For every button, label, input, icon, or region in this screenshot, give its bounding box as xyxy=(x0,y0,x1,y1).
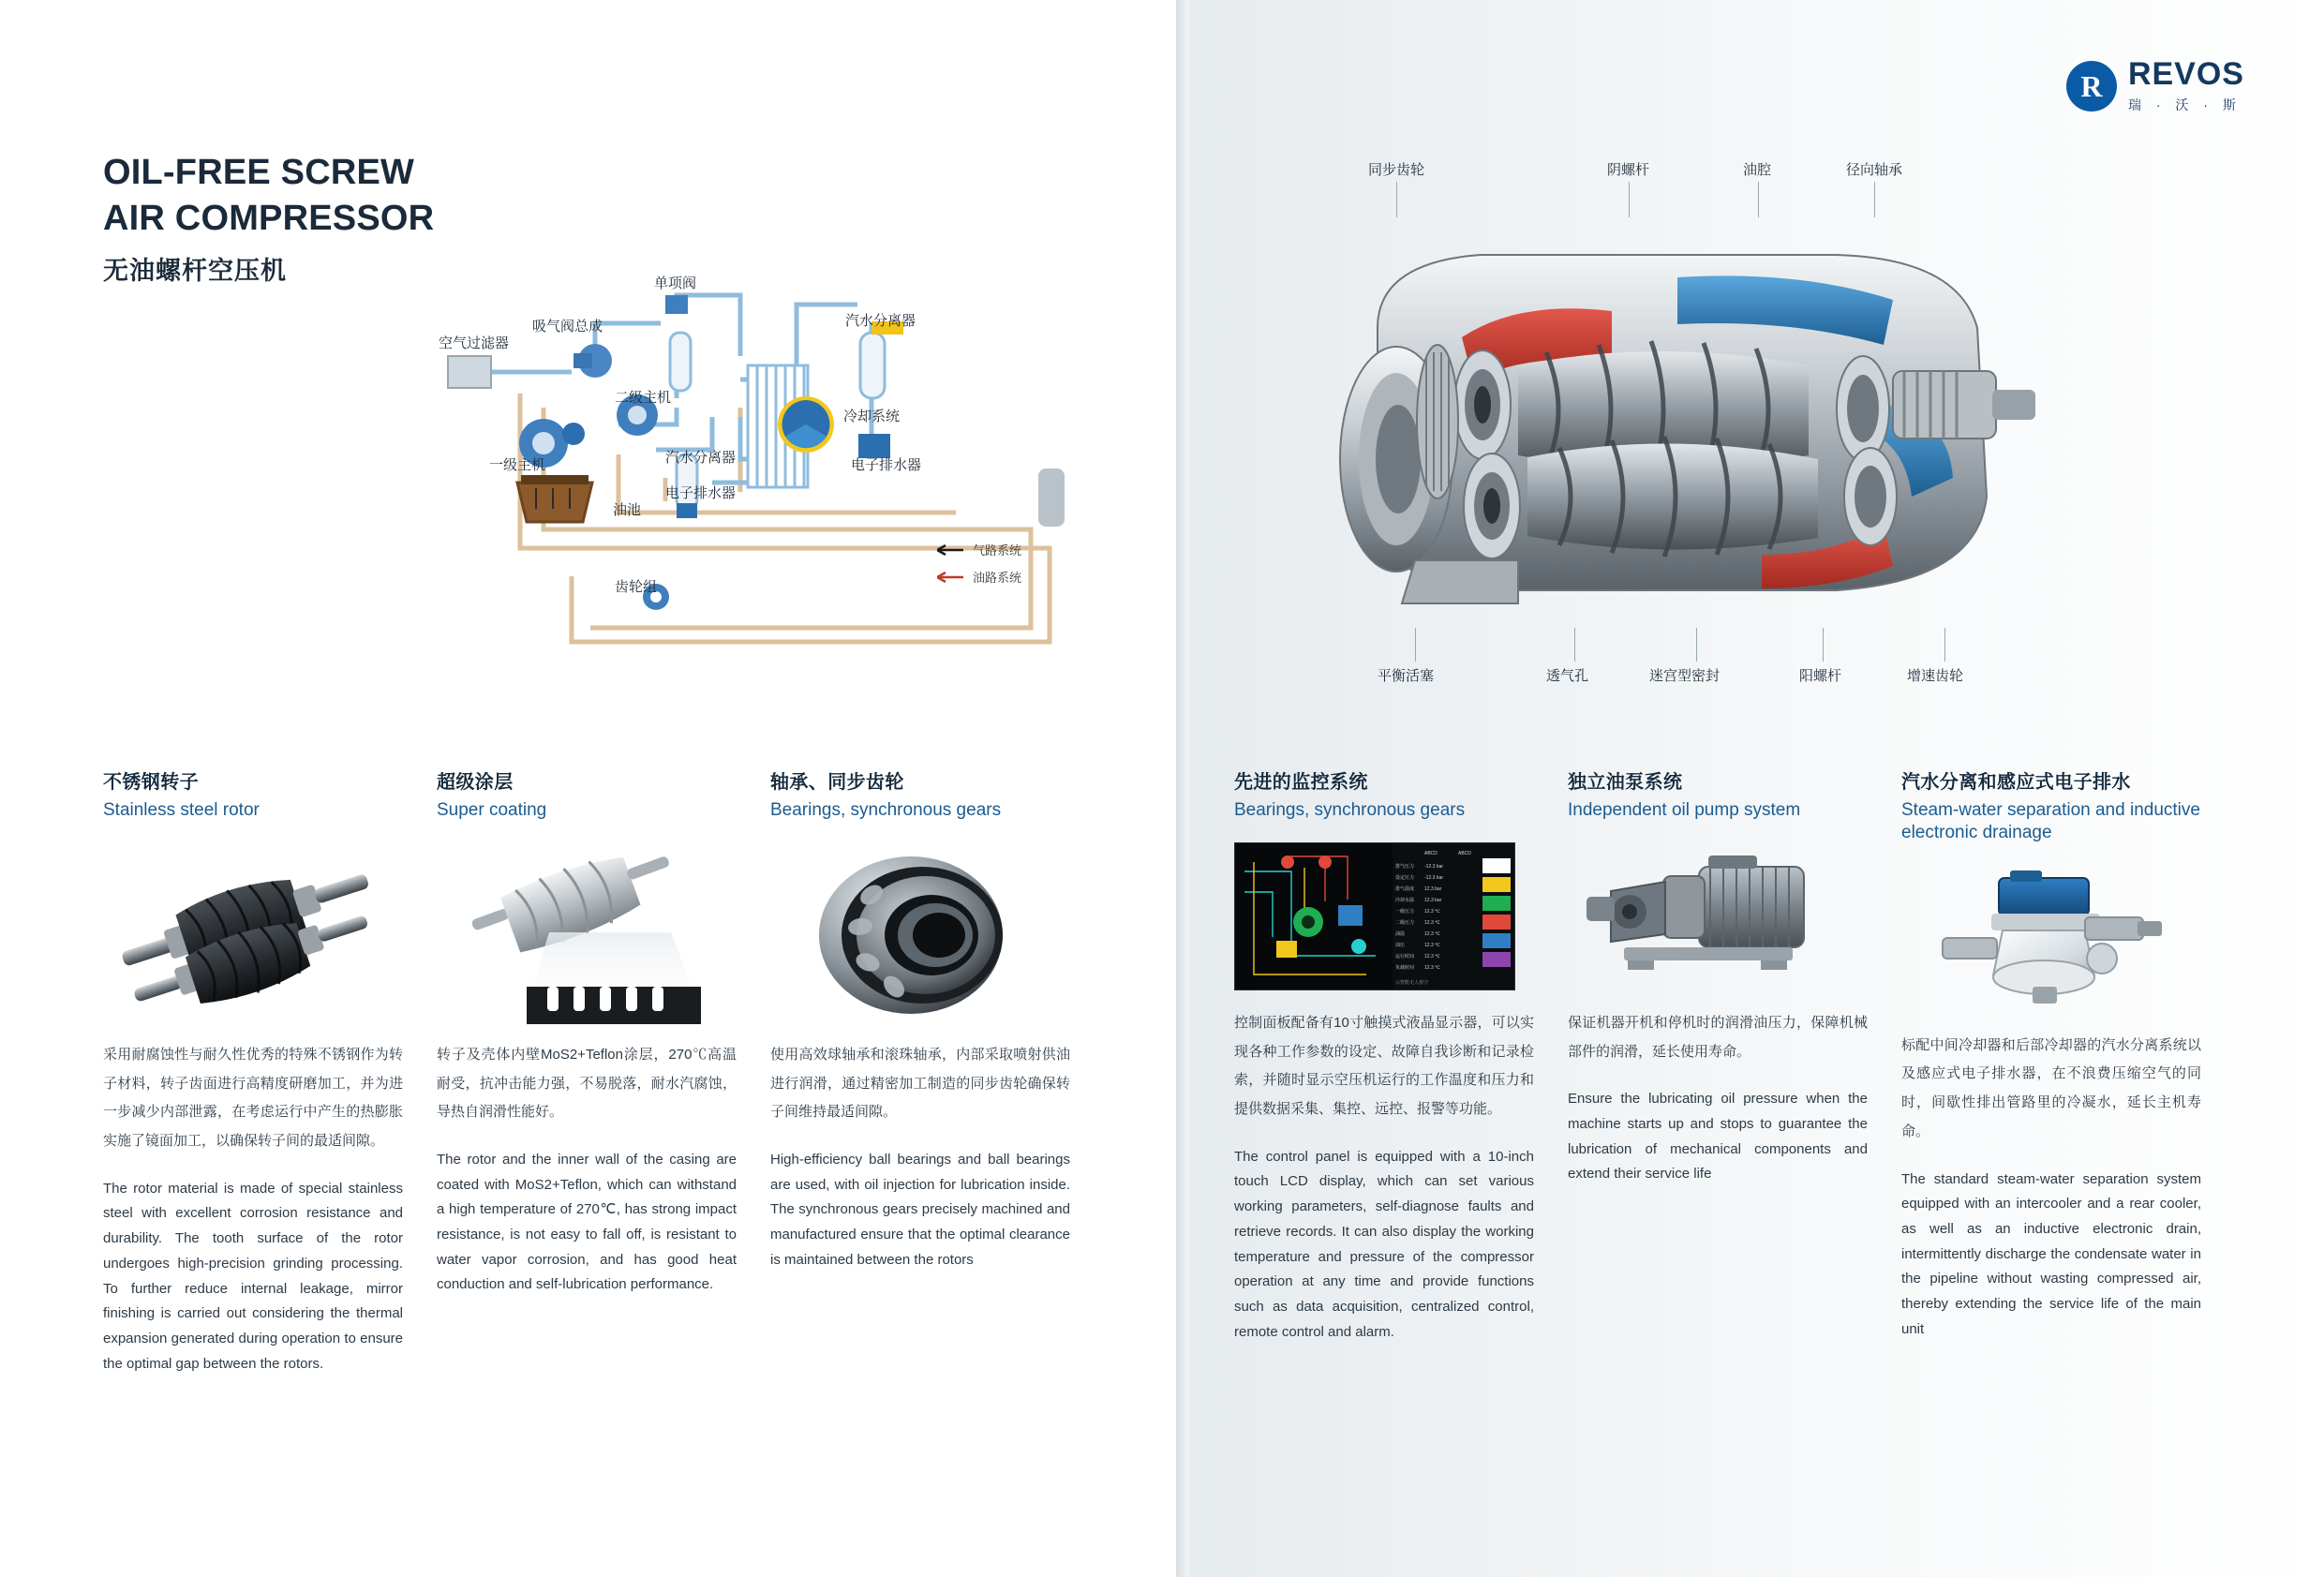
brand-logo xyxy=(2066,58,2244,114)
svg-text:一级压力: 一级压力 xyxy=(1395,908,1415,915)
feature-title-cn: 独立油泵系统 xyxy=(1568,772,1683,793)
svg-text:ABCD: ABCD xyxy=(1458,850,1471,856)
feature-body-en: High-efficiency ball bearings and ball bearings are used, with oil injection for lubrication inside. The synchronous gears precisely machined and manufactured ensure that the optimal clearance is maintained between the rotors xyxy=(770,1152,1070,1268)
legend-label-oil: 油路系统 xyxy=(973,571,1022,585)
schematic-svg xyxy=(431,267,1087,698)
svg-text:12.3 ℃: 12.3 ℃ xyxy=(1424,919,1440,926)
oil-pump-photo xyxy=(1568,842,1849,992)
feature-body-cn: 使用高效球轴承和滚珠轴承，内部采取喷射供油进行润滑，通过精密加工制造的同步齿轮确保转子间维持最适间隙。 xyxy=(770,1046,1070,1121)
title-en xyxy=(103,150,590,241)
feature-title-en: Bearings, synchronous gears xyxy=(1234,800,1466,820)
page-spine xyxy=(1176,0,1189,1577)
feature-title-cn: 汽水分离和感应式电子排水 xyxy=(1901,772,2131,793)
schematic-label-check-valve: 单项阀 xyxy=(654,275,697,291)
arrow-left-icon xyxy=(937,572,965,583)
check-valve-icon xyxy=(665,295,688,314)
svg-text:运行时间: 运行时间 xyxy=(1395,953,1415,960)
feature-title-en: Steam-water separation and inductive electronic drainage xyxy=(1901,800,2200,842)
feature-title-cn: 轴承、同步齿轮 xyxy=(770,772,904,793)
features-left xyxy=(103,766,1096,1376)
legend-item-air xyxy=(937,541,1021,558)
svg-text:油压: 油压 xyxy=(1395,942,1406,948)
callout-line xyxy=(1944,628,1945,662)
callout-line xyxy=(1696,628,1697,662)
callout-radial-bearing: 径向轴承 xyxy=(1846,162,1903,178)
schematic-label-stage1: 一级主机 xyxy=(489,457,546,473)
coating-spray-photo xyxy=(437,846,732,1024)
feature-title-cn: 超级涂层 xyxy=(437,772,514,793)
schematic-label-gear-set: 齿轮组 xyxy=(615,579,658,595)
control-panel-screen xyxy=(1234,842,1515,992)
callout-male-rotor: 阳螺杆 xyxy=(1799,668,1842,684)
schematic-label-stage2: 二级主机 xyxy=(615,390,672,406)
callout-oil-chamber: 油腔 xyxy=(1743,162,1772,178)
features-right xyxy=(1234,766,2274,1345)
feature-monitoring-system xyxy=(1234,766,1534,1345)
title-en-line2: AIR COMPRESSOR xyxy=(103,198,435,238)
schematic-label-drain-right: 电子排水器 xyxy=(851,457,922,473)
feature-body-en: The standard steam-water separation system equipped with an intercooler and a rear cooler, as well as an inductive electronic drain, intermittently discharge the condensate water in the pipeline without wasting compressed air, thereby extending the service life of the main unit xyxy=(1901,1170,2201,1337)
feature-body-cn: 标配中间冷却器和后部冷却器的汽水分离系统以及感应式电子排水器，在不浪费压缩空气的同时，间歇性排出管路里的冷凝水，延长主机寿命。 xyxy=(1901,1036,2201,1139)
svg-text:排气压力: 排气压力 xyxy=(1395,863,1415,870)
legend-label-air: 气路系统 xyxy=(973,543,1022,558)
callout-labyrinth-seal: 迷宫型密封 xyxy=(1649,668,1721,684)
schematic-label-separator-right: 汽水分离器 xyxy=(845,313,916,329)
svg-text:12.3 ℃: 12.3 ℃ xyxy=(1424,930,1440,937)
svg-text:12.3 ℃: 12.3 ℃ xyxy=(1424,953,1440,960)
feature-stainless-steel-rotor xyxy=(103,766,403,1376)
feature-body-en: The control panel is equipped with a 10-inch touch LCD display, which can set various working parameters, self-diagnose faults and retrieve records. It can also display the working temperature and pressure of the compressor operation at any time and provide functions such as data acquisition, centralized control, remote control and alarm. xyxy=(1234,1148,1534,1340)
feature-body-cn: 控制面板配备有10寸触摸式液晶显示器，可以实现各种工作参数的设定、故障自我诊断和记录检索，并随时显示空压机运行的工作温度和压力和提供数据采集、集控、远控、报警等功能。 xyxy=(1234,1014,1534,1117)
svg-text:负载时间: 负载时间 xyxy=(1395,964,1415,971)
feature-title-en: Independent oil pump system xyxy=(1568,800,1801,820)
roller-bearing-photo xyxy=(770,846,1065,1024)
callout-line xyxy=(1574,628,1575,662)
schematic-label-cooling-system: 冷却系统 xyxy=(843,409,901,424)
revos-logo-icon: R xyxy=(2066,61,2117,112)
callout-line xyxy=(1823,628,1824,662)
flow-schematic-diagram xyxy=(431,267,1087,698)
feature-bearings-gears xyxy=(770,766,1070,1376)
feature-title-en: Super coating xyxy=(437,800,547,820)
callout-vent-hole: 透气孔 xyxy=(1546,668,1589,684)
feature-body-en: The rotor and the inner wall of the casing are coated with MoS2+Teflon, which can withstand a high temperature of 270℃, has strong impact resistance, is not easy to fall off, is resistant to water vapor corrosion, and has good heat conduction and self-lubrication performance. xyxy=(437,1152,737,1293)
svg-text:12.3 bar: 12.3 bar xyxy=(1424,897,1442,903)
receiver-tank-icon xyxy=(1038,469,1065,527)
svg-text:12.3 ℃: 12.3 ℃ xyxy=(1424,908,1440,915)
schematic-label-air-filter: 空气过滤器 xyxy=(439,335,510,351)
svg-text:-12.3 bar: -12.3 bar xyxy=(1424,863,1444,870)
callout-speed-increasing-gear: 增速齿轮 xyxy=(1907,668,1964,684)
arrow-left-icon xyxy=(937,544,965,556)
svg-text:云智能无人值守: 云智能无人值守 xyxy=(1395,979,1429,986)
svg-text:ABCD: ABCD xyxy=(1424,850,1438,856)
callout-female-rotor: 阴螺杆 xyxy=(1607,162,1650,178)
feature-super-coating xyxy=(437,766,737,1376)
callout-balance-piston: 平衡活塞 xyxy=(1378,668,1435,684)
feature-body-cn: 保证机器开机和停机时的润滑油压力，保障机械部件的润滑，延长使用寿命。 xyxy=(1568,1014,1868,1060)
callout-line xyxy=(1415,628,1416,662)
airend-svg xyxy=(1237,187,2174,712)
svg-text:冷却水温: 冷却水温 xyxy=(1395,897,1415,903)
steam-separator-icon xyxy=(860,333,885,398)
callout-sync-gear: 同步齿轮 xyxy=(1368,162,1425,178)
screw-rotor-photo xyxy=(103,846,398,1024)
right-page xyxy=(1176,0,2324,1577)
airend-cutaway-diagram xyxy=(1274,159,2212,684)
svg-text:12.3 bar: 12.3 bar xyxy=(1424,885,1442,892)
title-cn: 无油螺杆空压机 xyxy=(103,257,287,286)
brand-name-en: REVOS xyxy=(2127,56,2244,92)
svg-text:-12.3 bar: -12.3 bar xyxy=(1424,874,1444,881)
svg-text:排气温度: 排气温度 xyxy=(1395,885,1415,892)
feature-title-cn: 不锈钢转子 xyxy=(103,772,199,793)
svg-text:二级压力: 二级压力 xyxy=(1395,919,1415,926)
oil-pool-icon xyxy=(517,483,592,522)
svg-text:12.3 ℃: 12.3 ℃ xyxy=(1424,964,1440,971)
feature-title-en: Stainless steel rotor xyxy=(103,800,260,820)
brand-name-cn: 瑞 · 沃 · 斯 xyxy=(2127,97,2242,112)
svg-text:12.3 ℃: 12.3 ℃ xyxy=(1424,942,1440,948)
feature-title-en: Bearings, synchronous gears xyxy=(770,800,1002,820)
schematic-label-drain-mid: 电子排水器 xyxy=(665,485,737,501)
feature-body-cn: 采用耐腐蚀性与耐久性优秀的特殊不锈钢作为转子材料，转子齿面进行高精度研磨加工，并为进一步减少内部泄露，在考虑运行中产生的热膨胀实施了镜面加工，以确保转子间的最适间隙。 xyxy=(103,1046,403,1149)
svg-text:设定压力: 设定压力 xyxy=(1395,874,1415,881)
feature-title-cn: 先进的监控系统 xyxy=(1234,772,1368,793)
feature-body-en: The rotor material is made of special stainless steel with excellent corrosion resistance and durability. The tooth surface of the rotor undergoes high-precision grinding processing. To further reduce internal leakage, mirror finishing is carried out considering the thermal expansion generated during operation to ensure the optimal gap between the rotors. xyxy=(103,1180,403,1372)
feature-body-en: Ensure the lubricating oil pressure when the machine starts up and stops to guarantee the lubrication of mechanical components and extend their service life xyxy=(1568,1091,1868,1183)
schematic-legend xyxy=(937,541,1021,586)
electronic-drain-photo xyxy=(1901,865,2182,1015)
svg-text:油温: 油温 xyxy=(1395,930,1406,937)
title-en-line1: OIL-FREE SCREW xyxy=(103,153,415,192)
legend-item-oil xyxy=(937,568,1021,586)
feature-oil-pump xyxy=(1568,766,1868,1345)
air-filter-icon xyxy=(448,356,491,388)
feature-steam-water-separation xyxy=(1901,766,2201,1345)
feature-body-cn: 转子及壳体内壁MoS2+Teflon涂层，270℃高温耐受，抗冲击能力强，不易脱落，耐水汽腐蚀，导热自润滑性能好。 xyxy=(437,1046,737,1121)
schematic-label-suction-valve: 吸气阀总成 xyxy=(532,319,603,335)
schematic-label-oil-pool: 油池 xyxy=(613,502,642,518)
schematic-label-separator-mid: 汽水分离器 xyxy=(665,450,737,466)
